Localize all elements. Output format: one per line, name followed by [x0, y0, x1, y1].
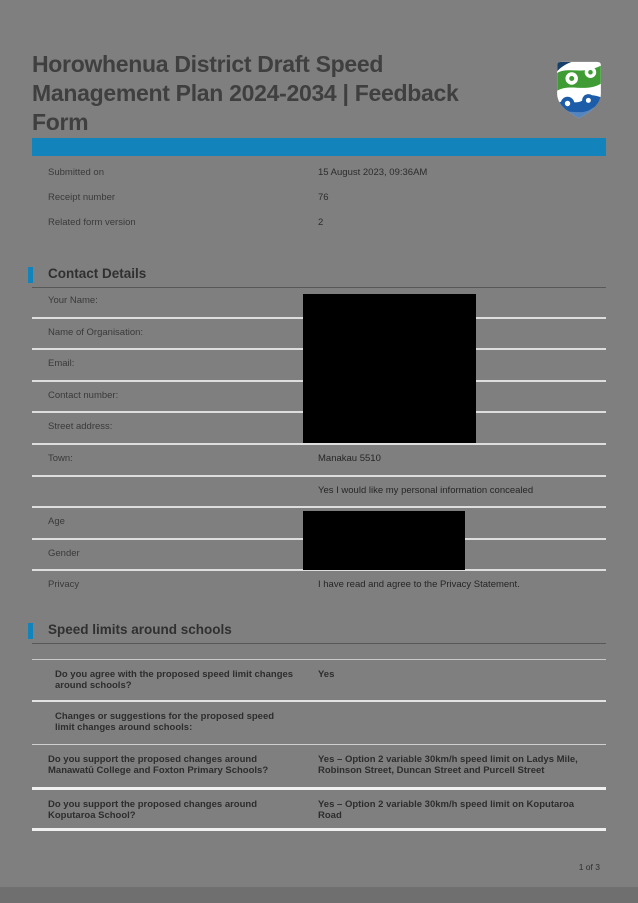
- header-accent-bar: [32, 138, 606, 156]
- section-title: Speed limits around schools: [32, 622, 606, 644]
- redacted-value-box: [303, 294, 476, 443]
- field-label: Privacy: [48, 579, 80, 591]
- section-accent-mark: [28, 267, 33, 283]
- meta-value: 2: [318, 217, 324, 228]
- section-title: Contact Details: [32, 266, 606, 288]
- page-bottom-edge: [0, 887, 638, 903]
- field-label: Your Name:: [48, 295, 98, 306]
- field-value: Yes I would like my personal information concealed: [318, 484, 534, 496]
- question-text: Do you support the proposed changes around Koputaroa School?: [48, 799, 258, 821]
- page-header: [32, 50, 606, 137]
- meta-label: Related form version: [48, 217, 136, 228]
- page-title: Horowhenua District Draft Speed Management Plan 2024-2034 | Feedback Form: [32, 51, 459, 135]
- answer-text: Yes: [318, 669, 335, 680]
- meta-value: 15 August 2023, 09:36AM: [318, 167, 428, 178]
- question-rows: [32, 659, 606, 831]
- answer-text: Yes – Option 2 variable 30km/h speed limit on Koputaroa Road: [318, 799, 575, 821]
- meta-label: Submitted on: [48, 167, 104, 178]
- submission-meta: [32, 164, 606, 239]
- field-label: Gender: [48, 547, 80, 559]
- answer-text: [318, 702, 606, 711]
- field-label: Name of Organisation:: [48, 326, 144, 338]
- field-label: Contact number:: [48, 389, 119, 401]
- field-label: [32, 477, 318, 485]
- meta-value: 76: [318, 192, 329, 203]
- answer-text: Yes – Option 2 variable 30km/h speed limit on Ladys Mile, Robinson Street, Duncan Street and Purcell Street: [318, 754, 578, 776]
- horowhenua-council-shield-logo-icon: [554, 60, 604, 122]
- field-label: Town:: [48, 452, 73, 464]
- meta-row: [32, 164, 606, 189]
- field-value: I have read and agree to the Privacy Statement.: [318, 579, 520, 591]
- form-row: [32, 571, 606, 601]
- speed-limits-schools-section: [32, 622, 606, 831]
- question-row: [32, 745, 606, 790]
- question-row: [32, 702, 606, 745]
- question-text: Do you agree with the proposed speed limit changes around schools?: [55, 669, 294, 691]
- form-row: [32, 445, 606, 477]
- meta-row: [32, 189, 606, 214]
- meta-label: Receipt number: [48, 192, 116, 203]
- field-value: Manakau 5510: [318, 452, 381, 464]
- question-text: Changes or suggestions for the proposed speed limit changes around schools:: [55, 711, 275, 733]
- field-label: Email:: [48, 358, 75, 370]
- page-number: 1 of 3: [578, 862, 600, 872]
- meta-row: [32, 214, 606, 239]
- redacted-value-box: [303, 511, 465, 570]
- section-accent-mark: [28, 623, 33, 639]
- form-row: [32, 477, 606, 509]
- question-row: [32, 790, 606, 831]
- field-label: Age: [48, 516, 65, 528]
- section-header: [32, 622, 606, 642]
- field-label: Street address:: [48, 421, 113, 433]
- question-text: Do you support the proposed changes around Manawatū College and Foxton Primary Schools?: [48, 754, 269, 776]
- section-header: [32, 266, 606, 286]
- question-row: [32, 660, 606, 702]
